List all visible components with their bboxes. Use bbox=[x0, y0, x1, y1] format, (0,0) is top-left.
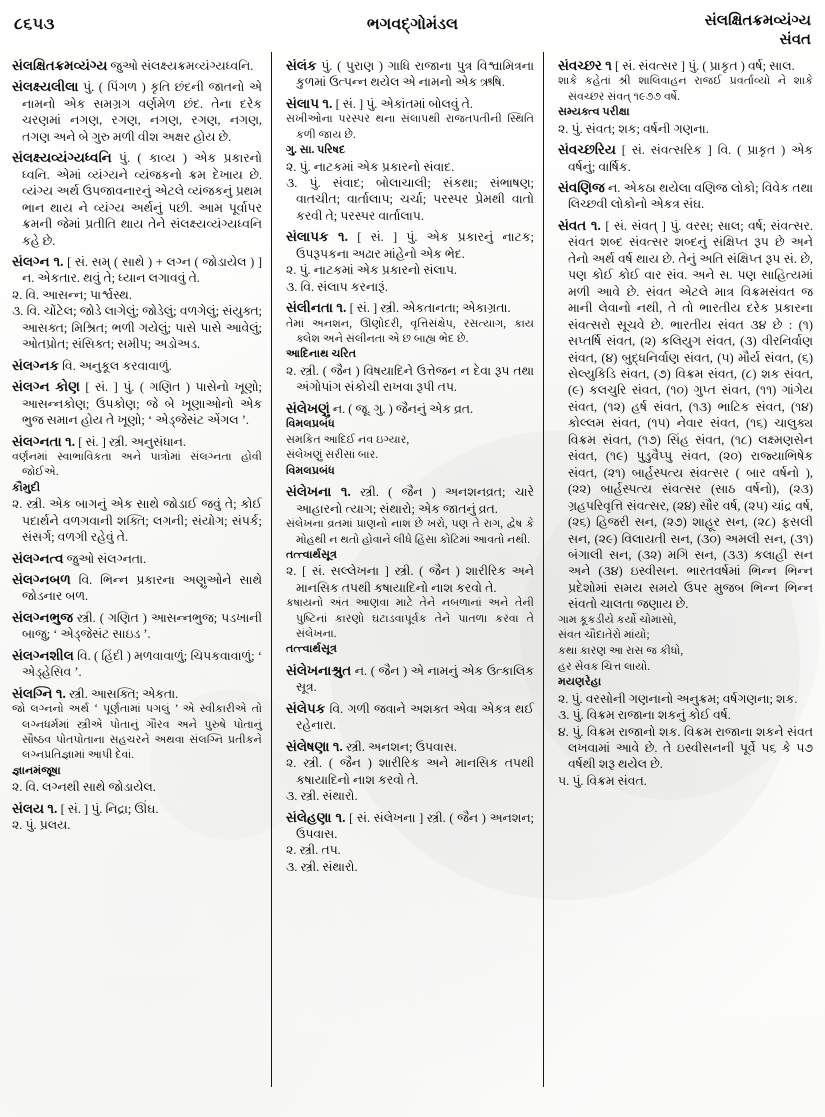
entry-sense: ૨. [ સં. સલ્લેખના ] સ્ત્રી. ( જૈન ) શારીરિક અને માનસિક તપથી કષાયાદિનો નાશ કરવો તે. bbox=[286, 564, 534, 595]
entry-citation: વિમલપ્રબંધ bbox=[286, 418, 335, 431]
page-number: ૮૬૫૩ bbox=[14, 16, 55, 33]
dictionary-entry bbox=[558, 218, 813, 789]
page-header bbox=[0, 10, 825, 54]
running-head bbox=[705, 12, 811, 50]
entry-sense: ૨. સ્ત્રી. તપ. bbox=[286, 843, 341, 858]
entry-sense: ૨. પું. નાટકમાં એક પ્રકારનો સંલાપ. bbox=[286, 263, 457, 278]
entry-headword: સંવણિજ bbox=[558, 180, 605, 196]
entry-definition: સંલેષણા ૧. સ્ત્રી. અનશન; ઉપવાસ. bbox=[286, 738, 457, 754]
dictionary-entry bbox=[286, 663, 534, 696]
entry-definition: સંલેહણા ૧. [ સં. સંલેખના ] સ્ત્રી. ( જૈન ) અનશન; ઉપવાસ. bbox=[286, 809, 535, 841]
entry-headword: સંલંક bbox=[286, 58, 317, 73]
dictionary-entry bbox=[286, 229, 534, 295]
entry-citation: સમ્યક્ત્વ પરીક્ષા bbox=[558, 106, 630, 119]
entry-definition: સંલેખના ૧. સ્ત્રી. ( જૈન ) અનશનવ્રત; ચારે આહારનો ત્યાગ; સંથારો; એક જાતનું વ્રત. bbox=[286, 484, 534, 516]
running-head-line-2: સંવત bbox=[779, 31, 811, 48]
dictionary-entry bbox=[12, 686, 262, 796]
dictionary-entry bbox=[12, 801, 262, 834]
entry-verse-line: ગામ કૂકડીયે કર્યો ચોમાસો, bbox=[558, 613, 677, 626]
entry-citation: કૌમુદી bbox=[12, 481, 41, 494]
entry-quotation: સખીઓના પરસ્પર થના સંલાપથી રાજતપતીની સ્થિતિ કળી જાય છે. bbox=[286, 113, 534, 141]
entry-definition: સંલગ્નક વિ. અનુકૂલ કરવાવાળું. bbox=[12, 357, 172, 373]
entry-headword: સંલગ્ન ૧. bbox=[12, 253, 64, 269]
entry-definition: સંલક્ષ્યવ્યંગ્યધ્વનિ પું. ( કાવ્ય ) એક પ્રકારનો ધ્વનિ. એમાં વ્યંગ્યને વ્યંજકનો ક્રમ દેખાય છે. વ્યંગ્ય અર્થ ઉપજાવનારનું એટલે વ્યંજકનું પ્રથમ ભાન થાય ને વ્યંગ્ય અર્થનું પછી. આમ પૂર્વાપર ક્રમની જેમાં પ્રતીતિ થાય તેને સંલક્ષ્યવ્યંગ્યધ્વનિ કહે છે. bbox=[12, 150, 262, 248]
dictionary-entry bbox=[286, 810, 534, 876]
entry-headword: સંલેષણા ૧. bbox=[286, 738, 343, 754]
entry-citation: જ્ઞાનમંજૂષા bbox=[12, 764, 61, 777]
entry-definition: સંલય ૧. [ સં. ] પું. નિદ્રા; ઊંઘ. bbox=[12, 800, 159, 816]
entry-headword: સંલગ્નક bbox=[12, 357, 59, 373]
entry-headword: સંલગ્ન કોણ bbox=[12, 379, 80, 395]
entry-verse-line: હર સેવક ચિત્ત લાયો. bbox=[558, 660, 651, 673]
dictionary-entry bbox=[12, 254, 262, 353]
dictionary-entry bbox=[12, 610, 262, 643]
dictionary-entry bbox=[12, 79, 262, 145]
columns-container bbox=[0, 58, 825, 1110]
entry-verse-line: કથા કારણ આ રાસ જ કીધો, bbox=[558, 645, 684, 657]
dictionary-entry bbox=[558, 58, 813, 137]
entry-headword: સંલક્ષિતક્રમવ્યંગ્ય bbox=[12, 58, 108, 73]
entry-definition: સંલગ્ન કોણ [ સં. ] પું. ( ગણિત ) પાસેનો ખૂણો; આસન્નકોણ; ઉપકોણ; જે બે ખૂણાઓનો એક ભુજ સમાન હોય તે ખૂણો; ‘ એડ્‌જેસંટ એંગલ ’. bbox=[12, 379, 262, 428]
entry-citation: આદિનાથ ચરિત bbox=[286, 348, 357, 361]
entry-definition: સંવચ્છર ૧ [ સં. સંવત્સર ] પું. ( પ્રાકૃત ) વર્ષ; સાલ. bbox=[558, 58, 795, 73]
entry-definition: સંલગ્નશીલ વિ. ( હિંદી ) મળવાવાળું; ચિપકવાવાળું; ‘ એડ્‌હેસિવ ’. bbox=[12, 647, 262, 680]
entry-quotation: વર્ણનમાં સ્વાભાવિકતા અને પાત્રોમાં સંલગ્નતા હોવી જોઈએ. bbox=[12, 450, 262, 479]
entry-quotation: જો લગ્નનો અર્થ ‘ પૂર્ણતામાં પગલું ’ એ સ્વીકારીએ તો લગ્નધર્મમાં સ્ત્રીએ પોતાનું ગૌરવ અને પુરુષે પોતાનું સૌષ્ઠવ પોતપોતાના સહચરને અથવા સંલગ્નિ પ્રતીકને લગ્નપ્રતિજ્ઞામાં આપી દેવાં. bbox=[12, 703, 262, 762]
entry-definition: સંલગ્ન ૧. [ સં. સમ્ ( સાથે ) + લગ્ન ( જોડાયેલ ) ] ન. એકતાર. થવું તે; ધ્યાન લગાવવું તે. bbox=[12, 253, 262, 286]
entry-headword: સંલેખના ૧. bbox=[286, 484, 351, 500]
entry-sense: ૨. વિ. લગ્નથી સાથે જોડાયેલ. bbox=[12, 780, 156, 795]
entry-headword: સંલેખનાશ્રુત bbox=[286, 662, 352, 678]
entry-citation: તત્ત્વાર્થસૂત્ર bbox=[286, 548, 338, 561]
entry-sense: ૨. પું. વરસોની ગણનાનો અનુક્રમ; વર્ષગણના; શક. bbox=[558, 691, 798, 706]
entry-headword: સંલય ૧. bbox=[12, 800, 58, 816]
running-head-line-1: સંલક્ષિતક્રમવ્યંગ્ય bbox=[704, 13, 811, 29]
entry-headword: સંલેખણું bbox=[286, 400, 330, 416]
entry-sense: ૨. સ્ત્રી. ( જૈન ) વિષયાદિને ઉત્તેજન ન દેવા રૂપ તથા અંગોપાંગ સંકોચી રાખવા રૂપી તપ. bbox=[286, 363, 534, 395]
dictionary-entry bbox=[286, 739, 534, 805]
entry-sense: ૨. પું. સંવત; શક; વર્ષની ગણના. bbox=[558, 121, 709, 136]
entry-sense: ૩. પું. વિક્રમ રાજાના શકનું કોઈ વર્ષ. bbox=[558, 708, 731, 723]
entry-sense: ૫. પું. વિક્રમ સંવત. bbox=[558, 773, 647, 788]
dictionary-entry bbox=[12, 648, 262, 681]
entry-sense: ૨. પું. નાટકમાં એક પ્રકારનો સંવાદ. bbox=[286, 159, 455, 174]
entry-headword: સંવચ્છર ૧ bbox=[558, 58, 612, 73]
dictionary-entry bbox=[12, 434, 262, 546]
entry-definition: સંલગ્નભુજ સ્ત્રી. ( ગણિત ) આસન્નભુજ; પડખાની બાજુ; ‘ એડ્‌જેસંટ સાઇડ ’. bbox=[12, 609, 262, 642]
entry-definition: સંલાપ ૧. [ સં. ] પું. એકાંતમાં બોલવું તે. bbox=[286, 95, 473, 111]
entry-verse-line: સંવત ચૌદાતેરો માંયો; bbox=[558, 629, 650, 642]
entry-definition: સંલક્ષ્યલીલા પું. ( પિંગળ ) કૃતિ છંદની જાતનો એ નામનો એક સમગ્રગ વર્ણમેળ છંદ. તેના દરેક ચરણમાં નગણ, રગણ, નગણ, રગણ, નગણ, તગણ અને બે ગુરુ મળી વીશ અક્ષર હોય છે. bbox=[12, 79, 262, 144]
entry-sense: ૨. સ્ત્રી. એક બાગનું એક સાથે જોડાઈ જવું તે; કોઈ પદાર્થને વળગવાની શક્તિ; લગની; સંયોગ; સંપર્ક; સંસર્ગ; વળગી રહેવું તે. bbox=[12, 497, 262, 545]
entry-sense: ૩. વિ. ચોંટેલ; જોડે લાગેલું; જોડેલું; વળગેલું; સંયુક્ત; આસક્ત; મિશ્રિત; ભળી ગયેલું; પાસે પાસે આવેલું; ઓતપ્રોત; સંસિક્ત; સમીપ; અડોઅડ. bbox=[12, 304, 262, 352]
dictionary-entry bbox=[286, 96, 534, 224]
entry-quotation: શાકે કહેતાં શ્રી શાલિવાહન રાજઈ પ્રવર્તાવ્યો ને શાકે સંવચ્છર સંવત્ ૧૯૭૭ વર્ષે. bbox=[558, 75, 813, 103]
dictionary-entry bbox=[12, 551, 262, 567]
entry-sense: ૨. વિ. આસન્ન; પાર્શ્વસ્થ. bbox=[12, 287, 132, 302]
dictionary-entry bbox=[12, 150, 262, 249]
entry-sense: ૩. વિ. સંલાપ કરનારૂં. bbox=[286, 279, 388, 294]
entry-definition: સંલગ્નતા ૧. [ સં. ] સ્ત્રી. અનુસંધાન. bbox=[12, 433, 186, 449]
entry-citation: મયણરેહા bbox=[558, 676, 602, 689]
dictionary-entry bbox=[12, 58, 262, 74]
entry-headword: સંલક્ષ્યવ્યંગ્યધ્વનિ bbox=[12, 150, 112, 166]
entry-sense: ૩. પું. સંવાદ; બોલાચાલી; સંકથા; સંભાષણ; વાતચીત; વાર્તાલાપ; ચર્ચા; પરસ્પર પ્રેમથી વાતો કરવી તે; પરસ્પર વાર્તાલાપ. bbox=[286, 176, 534, 223]
entry-headword: સંલગ્નબળ bbox=[12, 572, 71, 587]
column-1 bbox=[0, 58, 272, 1110]
book-title: ભગવદ્‌ગોમંડલ bbox=[366, 16, 459, 33]
entry-headword: સંલગ્નભુજ bbox=[12, 609, 73, 625]
entry-definition: સંલગ્નિ ૧. સ્ત્રી. આસક્તિ; એકતા. bbox=[12, 685, 179, 701]
dictionary-entry bbox=[12, 572, 262, 605]
entry-headword: સંલગ્નિ ૧. bbox=[12, 685, 66, 701]
entry-gap bbox=[286, 876, 534, 880]
dictionary-entry bbox=[286, 401, 534, 479]
entry-sense: ૪. પું. વિક્રમ રાજાનો શક. વિક્રમ રાજાના શકને સંવત લખવામાં આવે છે. તે ઇસ્વીસનની પૂર્વે ૫૬ કે ૫૭ વર્ષથી શરૂ થયેલ છે. bbox=[558, 724, 813, 772]
entry-citation: તત્ત્વાર્થસૂત્ર bbox=[286, 643, 338, 656]
entry-sense: ૩. સ્ત્રી. સંથારો. bbox=[286, 789, 358, 804]
entry-verse-line: સમકિત આદિઈ નવ ઇગ્યાર, bbox=[286, 433, 410, 446]
entry-definition: સંલીનતા ૧. [ સં. ] સ્ત્રી. એકતાનતા; એકાગ્રતા. bbox=[286, 300, 511, 316]
entry-headword: સંલગ્નશીલ bbox=[12, 647, 74, 663]
entry-headword: સંલેહણા ૧. bbox=[286, 809, 346, 825]
entry-definition: સંવચ્છરિય [ સં. સંવત્સરિક ] વિ. ( પ્રાકૃત ) એક વર્ષનું; વાર્ષિક. bbox=[558, 142, 813, 174]
entry-definition: સંવણિજ ન. એકઠા થયેલા વણિજ લોકો; વિવેક તથા લિચ્છવી લોકોનો એકત્ર સંઘ. bbox=[558, 180, 813, 212]
dictionary-entry bbox=[286, 701, 534, 734]
entry-citation: વિમલપ્રબંધ bbox=[286, 464, 335, 477]
entry-sense: ૩. સ્ત્રી. સંથારો. bbox=[286, 859, 358, 874]
column-3 bbox=[544, 58, 825, 1110]
entry-headword: સંવચ્છરિય bbox=[558, 142, 616, 158]
entry-gap bbox=[558, 790, 813, 794]
entry-definition: સંલગ્નત્વ જુઓ સંલગ્નતા. bbox=[12, 550, 147, 566]
entry-headword: સંવત ૧. bbox=[558, 217, 601, 233]
entry-definition: સંવત ૧. [ સં. સંવત્ ] પું. વરસ; સાલ; વર્ષ; સંવત્સર. સંવત શબ્દ સંવત્સર શબ્દનું સંક્ષિપ્ત રૂપ છે અને તેનો અર્થ વર્ષ થાય છે. તેનું અતિ સંક્ષિપ્ત રૂપ સં. છે, પણ કોઈ કોઈ વાર સંવ. અને સ. પણ સાહિત્યમાં મળી આવે છે. સંવત એટલે માત્ર વિક્રમસંવત જ માની લેવાનો નથી, તે તો ભારતીય દરેક પ્રકારના સંવત્સરો સૂચવે છે. ભારતીય સંવત ૩૪ છે : (૧) સપ્તર્ષિ સંવત, (૨) કલિયુગ સંવત, (૩) વીરનિર્વાણ સંવત, (૪) બુદ્ધનિર્વાણ સંવત, (૫) મૌર્ય સંવત, (૬) સેલ્યુકિડિ સંવત, (૭) વિક્રમ સંવત, (૮) શક સંવત, (૯) કલચુરિ સંવત, (૧૦) ગુપ્ત સંવત, (૧૧) ગાંગેય સંવત, (૧૨) હર્ષ સંવત, (૧૩) ભાટિક સંવત, (૧૪) કોલ્લમ સંવત, (૧૫) નેવાર સંવત, (૧૬) ચાલુક્ય વિક્રમ સંવત, (૧૭) સિંહ સંવત, (૧૮) લક્ષ્મણસેન સંવત, (૧૯) પુડુવૈપ્પુ સંવત, (૨૦) રાજ્યાભિષેક સંવત, (૨૧) બાર્હસ્પત્ય સંવત્સર ( બાર વર્ષનો ), (૨૨) બાર્હસ્પત્ય સંવત્સર (સાઠ વર્ષનો), (૨૩) ગ્રહપરિવૃત્તિ સંવત્સર, (૨૪) સૌર વર્ષ, (૨૫) ચાંદ્ર વર્ષ, (૨૬) હિજરી સન, (૨૭) શાહૂર સન, (૨૮) ફસલી સન, (૨૯) વિલાયતી સન, (૩૦) અમલી સન, (૩૧) બંગાલી સન, (૩૨) મગિ સન, (૩૩) કલાહી સન અને (૩૪) ઇસ્વીસન. ભારતવર્ષમાં ભિન્ન ભિન્ન પ્રદેશોમાં સમય સમયે ઉપર મુજબ ભિન્ન ભિન્ન સંવતો ચાલતા જણાય છે. bbox=[558, 217, 813, 612]
entry-quotation: સંલેખના વ્રતમાં પ્રાણનો નાશ છે ખરો, પણ તે રાગ, દ્વેષ કે મોહથી ન થતો હોવાને લીધે હિંસા કોટિમાં આવતો નથી. bbox=[286, 518, 534, 546]
entry-headword: સંલગ્નતા ૧. bbox=[12, 433, 76, 449]
entry-headword: સંલક્ષ્યલીલા bbox=[12, 79, 79, 95]
dictionary-entry bbox=[558, 142, 813, 175]
dictionary-entry bbox=[286, 300, 534, 396]
entry-sense: ૨. સ્ત્રી. ( જૈન ) શારીરિક અને માનસિક તપથી કષાયાદિનો નાશ કરવો તે. bbox=[286, 756, 534, 787]
entry-verse-line: સંલેખણું સરીસાં બાર. bbox=[286, 449, 379, 462]
entry-citation: ગુ. સા. પરિષદ bbox=[286, 144, 346, 157]
entry-quotation: કષાયનો અંત આણવા માટે તેને નબળાનાં અને તેની પુષ્ટિનાં કારણો ઘટાડવાપૂર્વક તેને પાતળા કરવા તે સંલેખના. bbox=[286, 597, 534, 641]
dictionary-entry bbox=[12, 358, 262, 374]
dictionary-entry bbox=[286, 484, 534, 658]
dictionary-entry bbox=[558, 180, 813, 213]
entry-definition: સંલક્ષિતક્રમવ્યંગ્ય જુઓ સંલક્ષ્યક્રમવ્યંગ્યધ્વનિ. bbox=[12, 58, 254, 73]
entry-definition: સંલગ્નબળ વિ. ભિન્ન પ્રકારના અણુઓને સાથે જોડનાર બળ. bbox=[12, 572, 262, 604]
dictionary-entry bbox=[12, 379, 262, 428]
entry-headword: સંલીનતા ૧. bbox=[286, 300, 347, 316]
entry-definition: સંલેપક વિ. ગળી જવાને અશક્ત એવા એકત્ર થઈ રહેનારા. bbox=[286, 700, 534, 733]
entry-definition: સંલેખનાશ્રુત ન. ( જૈન ) એ નામનું એક ઉત્કાલિક સૂત્ર. bbox=[286, 662, 534, 695]
entry-headword: સંલાપક ૧. bbox=[286, 229, 349, 245]
dictionary-entry bbox=[286, 58, 534, 91]
entry-headword: સંલેપક bbox=[286, 700, 326, 716]
entry-definition: સંલાપક ૧. [ સં. ] પું. એક પ્રકારનું નાટક; ઉપરૂપકના અઢાર માંહેનો એક ભેદ. bbox=[286, 229, 534, 261]
entry-definition: સંલેખણું ન. ( જૂ. ગુ. ) જૈનનું એક વ્રત. bbox=[286, 400, 474, 416]
entry-gap bbox=[12, 835, 262, 839]
entry-headword: સંલાપ ૧. bbox=[286, 95, 333, 111]
column-2 bbox=[272, 58, 544, 1110]
entry-headword: સંલગ્નત્વ bbox=[12, 550, 64, 566]
entry-quotation: તેમાં અનશન, ઊણોદરી, વૃત્તિસંક્ષેપ, રસત્યાગ, કાય ક્લેશ અને સંલીનતા એ છ બાહ્ય ભેદ છે. bbox=[286, 317, 534, 346]
entry-definition: સંલંક પું. ( પુરાણ ) ગાધિ રાજાના પુત્ર વિશ્વામિત્રના કુળમાં ઉત્પન્ન થયેલ એ નામનો એક ઋષિ. bbox=[286, 58, 534, 90]
entry-sense: ૨. પું. પ્રલય. bbox=[12, 818, 71, 833]
